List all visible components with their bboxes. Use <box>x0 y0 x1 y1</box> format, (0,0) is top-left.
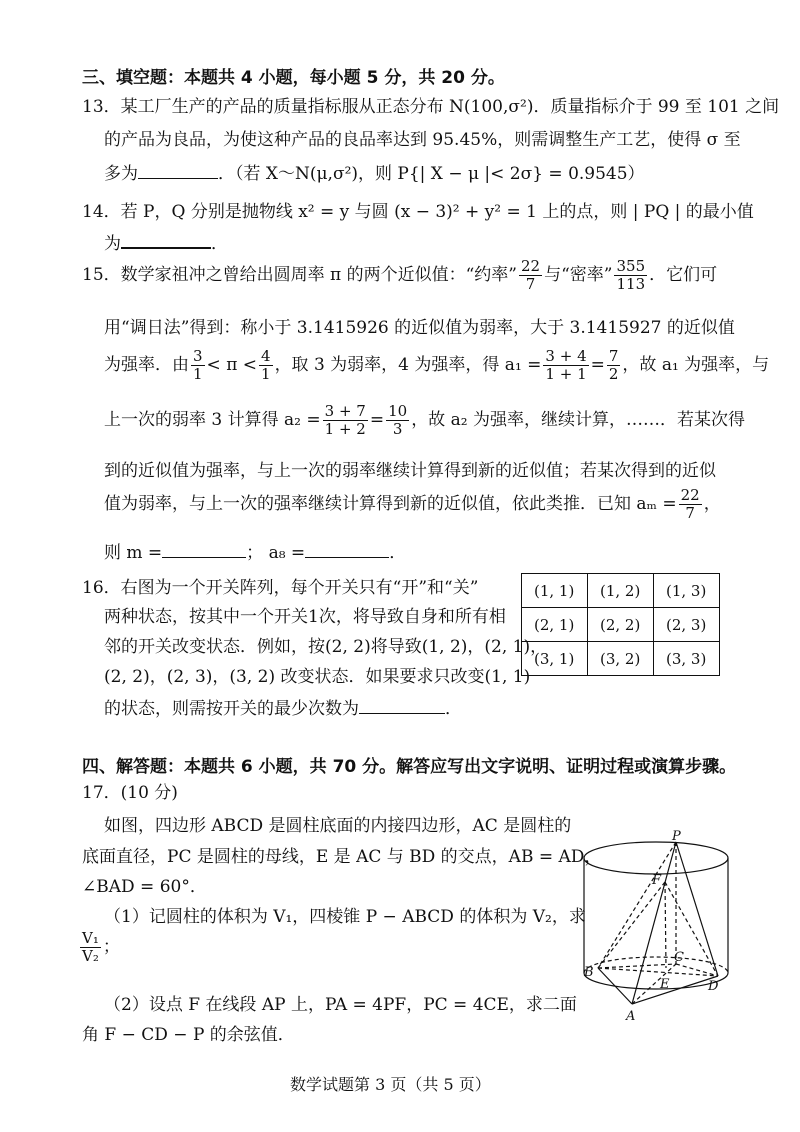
q15-text: ，故 a₁ 为强率，与 <box>622 355 770 375</box>
denominator: 1 <box>193 365 203 383</box>
q15-line-1 <box>82 258 717 293</box>
point-label-F: F <box>652 873 662 888</box>
fraction <box>80 930 101 965</box>
fraction <box>679 487 702 522</box>
fraction <box>386 403 409 438</box>
fraction <box>543 348 588 383</box>
numerator: 4 <box>261 347 271 365</box>
table-row <box>522 642 720 676</box>
section-heading: 四、解答题：本题共 6 小题，共 70 分。解答应写出文字说明、证明过程或演算步骤。 <box>82 757 737 777</box>
numerator: 3 + 4 <box>545 347 587 365</box>
denominator: 113 <box>616 275 646 293</box>
numerator: 3 + 7 <box>324 402 366 420</box>
denominator: 7 <box>525 275 536 293</box>
point-label-B: B <box>584 965 594 980</box>
denominator: 1 + 2 <box>324 420 366 438</box>
q16-line-1: 16．右图为一个开关阵列，每个开关只有“开”和“关” <box>82 578 479 598</box>
fraction <box>323 403 368 438</box>
numerator: 10 <box>388 402 408 420</box>
denominator: V₂ <box>82 947 99 965</box>
table-cell: (1, 1) <box>522 574 588 608</box>
fraction <box>259 348 273 383</box>
q15-line-2: 用“调日法”得到：称小于 3.1415926 的近似值为弱率，大于 3.1415927 的近似值 <box>104 318 735 338</box>
answer-blank-m[interactable] <box>162 543 246 558</box>
q17-line-6: 角 F − CD − P 的余弦值． <box>82 1025 295 1045</box>
edge-AD <box>632 976 718 1004</box>
diagonal-BD <box>598 968 718 976</box>
section-heading: 三、填空题：本题共 4 小题，每小题 5 分，共 20 分。 <box>82 68 505 88</box>
numerator: V₁ <box>82 929 99 947</box>
q15-line-3 <box>104 348 769 383</box>
point-label-A: A <box>626 1009 636 1024</box>
q17-text: ； <box>102 937 120 957</box>
numerator: 355 <box>616 257 646 275</box>
q16-line-5 <box>104 694 462 719</box>
q15-line-7 <box>104 538 406 563</box>
denominator: 2 <box>608 365 619 383</box>
answer-blank[interactable] <box>121 233 211 249</box>
q15-text: ．它们可 <box>649 265 718 285</box>
q13-line-2: 的产品为良品，为使这种产品的良品率达到 95.45%，则需调整生产工艺，使得 σ 至 <box>104 130 741 150</box>
point-label-P: P <box>672 829 681 844</box>
table-cell: (3, 3) <box>654 642 720 676</box>
q15-text: ，取 3 为弱率，4 为强率，得 a₁ = <box>274 355 542 375</box>
table-cell: (3, 1) <box>522 642 588 676</box>
q15-text: 上一次的弱率 3 计算得 a₂ = <box>104 410 321 430</box>
numerator: 7 <box>608 347 619 365</box>
segment-BF <box>598 882 665 968</box>
q15-text: 与“密率” <box>544 265 613 285</box>
cylinder-top-ellipse <box>584 842 728 874</box>
q15-text: 15．数学家祖冲之曾给出圆周率 π 的两个近似值：“约率” <box>82 265 517 285</box>
page-footer: 数学试题第 3 页（共 5 页） <box>290 1075 491 1094</box>
q13-line-3 <box>104 159 645 184</box>
table-cell: (1, 2) <box>588 574 654 608</box>
numerator: 22 <box>521 257 541 275</box>
fraction <box>519 258 542 293</box>
point-label-D: D <box>708 979 719 994</box>
table-row <box>522 574 720 608</box>
q15-text: 值为弱率，与上一次的强率继续计算得到新的近似值，依此类推．已知 aₘ = <box>104 494 677 514</box>
switch-array-table <box>521 573 720 676</box>
edge-PB <box>598 842 676 968</box>
fraction <box>614 258 647 293</box>
answer-blank[interactable] <box>138 164 218 179</box>
q16-text: ． <box>445 699 462 719</box>
q14-text: 为 <box>104 234 121 254</box>
fraction <box>191 348 205 383</box>
q15-text: = <box>590 355 605 375</box>
table-cell: (1, 3) <box>654 574 720 608</box>
q13-line-1: 13．某工厂生产的产品的质量指标服从正态分布 N(100,σ²)．质量指标介于 99 至 101 之间 <box>82 97 780 117</box>
q17-line-1: 如图，四边形 ABCD 是圆柱底面的内接四边形，AC 是圆柱的 <box>104 816 572 836</box>
edge-BC <box>598 964 676 968</box>
q14-end: ． <box>211 234 228 254</box>
q17-line-5: （2）设点 F 在线段 AP 上，PA = 4PF，PC = 4CE，求二面 <box>104 995 577 1015</box>
q15-line-6 <box>104 487 721 522</box>
table-cell: (2, 3) <box>654 608 720 642</box>
q16-line-3: 邻的开关改变状态．例如，按(2, 2)将导致(1, 2)，(2, 1)， <box>104 637 548 657</box>
q17-fraction-line <box>78 930 120 965</box>
point-label-E: E <box>660 977 670 992</box>
point-label-C: C <box>674 950 684 965</box>
q15-line-4 <box>104 403 745 438</box>
table-cell: (2, 2) <box>588 608 654 642</box>
denominator: 7 <box>685 504 695 522</box>
q15-text: ； a₈ = <box>246 543 306 563</box>
q14-line-2 <box>104 229 228 254</box>
answer-blank[interactable] <box>359 699 445 714</box>
q15-text: ， <box>703 494 721 514</box>
q16-text: 的状态，则需按开关的最少次数为 <box>104 699 359 719</box>
q17-header: 17．(10 分) <box>82 783 178 803</box>
table-cell: (2, 1) <box>522 608 588 642</box>
q16-line-2: 两种状态，按其中一个开关1次，将导致自身和所有相 <box>104 607 506 627</box>
q15-text: ． <box>389 543 407 563</box>
q17-line-3: ∠BAD = 60°． <box>82 877 207 897</box>
cylinder-pyramid-figure <box>578 828 738 1028</box>
q14-line-1: 14．若 P，Q 分别是抛物线 x² = y 与圆 (x − 3)² + y² = 1 上的点，则 | PQ | 的最小值 <box>82 202 754 222</box>
q15-text: 为强率．由 <box>104 355 189 375</box>
q15-text: = <box>369 410 385 430</box>
q17-line-4: （1）记圆柱的体积为 V₁，四棱锥 P − ABCD 的体积为 V₂，求 <box>104 907 586 927</box>
table-row <box>522 608 720 642</box>
denominator: 3 <box>392 420 403 438</box>
answer-blank-a8[interactable] <box>305 543 389 558</box>
segment-FD <box>665 882 718 976</box>
q15-text: < π < <box>206 355 258 375</box>
q17-line-2: 底面直径，PC 是圆柱的母线，E 是 AC 与 BD 的交点，AB = AD， <box>82 847 602 867</box>
q16-line-4: (2, 2)，(2, 3)，(3, 2) 改变状态．如果要求只改变(1, 1) <box>104 667 531 687</box>
table-cell: (3, 2) <box>588 642 654 676</box>
q13-text: 多为 <box>104 164 138 184</box>
denominator: 1 <box>261 365 271 383</box>
segment-FE <box>665 882 666 968</box>
q13-hint: ．（若 X～N(μ,σ²)，则 P{| X − μ |< 2σ} = 0.9545） <box>218 164 645 184</box>
denominator: 1 + 1 <box>545 365 587 383</box>
fraction <box>607 348 621 383</box>
q15-line-5: 到的近似值为强率，与上一次的弱率继续计算得到新的近似值；若某次得到的近似 <box>104 461 716 481</box>
q15-text: ，故 a₂ 为强率，继续计算，……．若某次得 <box>411 410 745 430</box>
q15-text: 则 m = <box>104 543 163 563</box>
edge-BA <box>598 968 632 1004</box>
numerator: 3 <box>193 347 203 365</box>
numerator: 22 <box>680 486 700 504</box>
